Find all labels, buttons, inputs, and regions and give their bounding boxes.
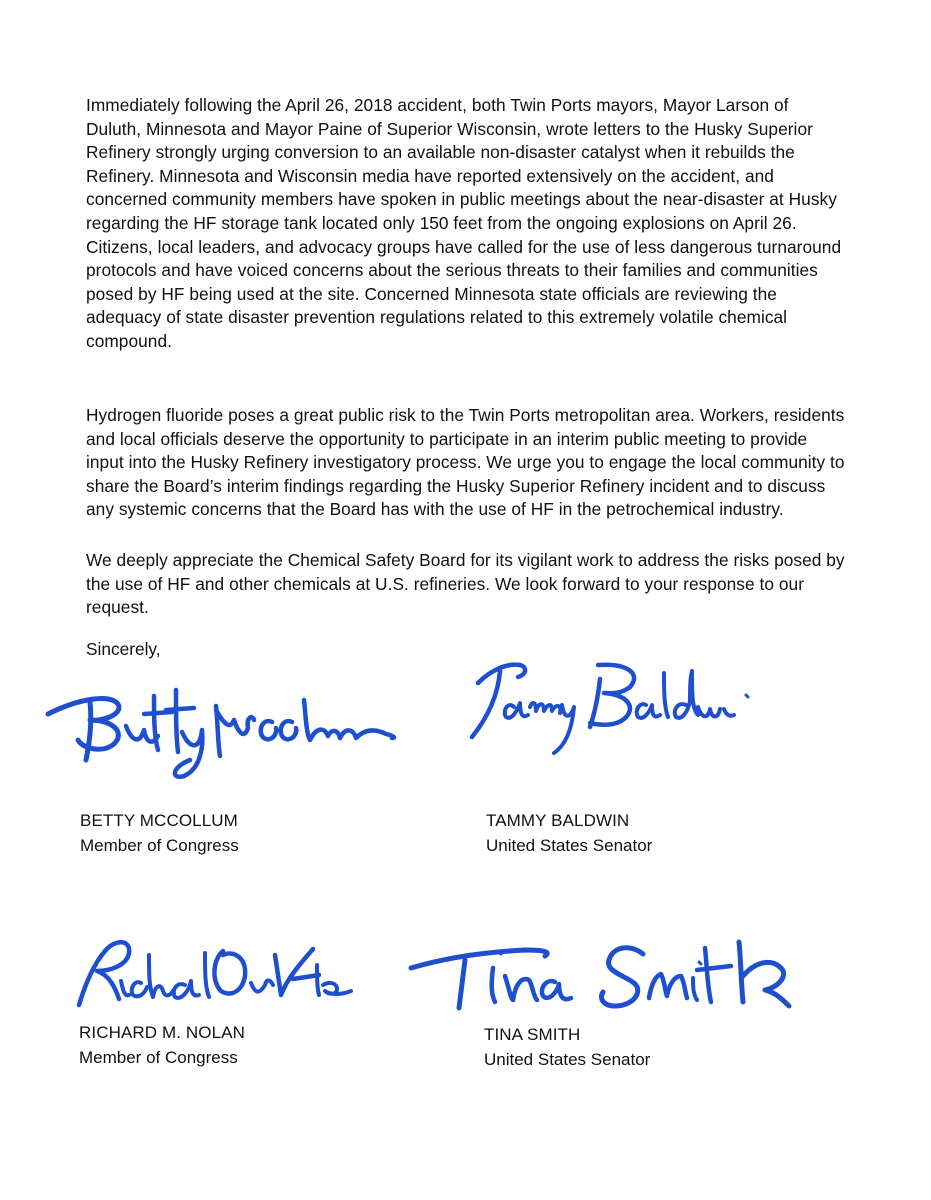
signer-title: Member of Congress <box>80 836 239 855</box>
signer-title: United States Senator <box>486 836 653 855</box>
signer-name: RICHARD M. NOLAN <box>79 1023 245 1042</box>
signature-smith <box>405 928 795 1018</box>
signer-baldwin <box>486 808 652 858</box>
signature-nolan <box>55 925 355 1020</box>
signer-name: BETTY MCCOLLUM <box>80 811 238 830</box>
signer-nolan <box>79 1020 245 1070</box>
signer-title: Member of Congress <box>79 1048 238 1067</box>
signer-title: United States Senator <box>484 1050 651 1069</box>
letter-paragraph-2: Hydrogen fluoride poses a great public risk to the Twin Ports metropolitan area. Workers, residents and local officials deserve the opportunity to participate in an interim public meeting to provide input into the Husky Refinery investigatory process. We urge you to engage the local community to share the Board’s interim findings regarding the Husky Superior Refinery incident and to discuss any systemic concerns that the Board has with the use of HF in the petrochemical industry. <box>86 405 845 520</box>
signer-mccollum <box>80 808 239 858</box>
letter-paragraph-3: We deeply appreciate the Chemical Safety Board for its vigilant work to address the risks posed by the use of HF and other chemicals at U.S. refineries. We look forward to your response to our request. <box>86 550 845 618</box>
signer-name: TINA SMITH <box>484 1025 581 1044</box>
signature-mccollum <box>40 670 400 780</box>
closing-salutation: Sincerely, <box>86 639 161 659</box>
signature-baldwin <box>458 645 758 760</box>
signer-smith <box>484 1022 650 1072</box>
signer-name: TAMMY BALDWIN <box>486 811 630 830</box>
letter-paragraph-1: Immediately following the April 26, 2018 accident, both Twin Ports mayors, Mayor Larson of Duluth, Minnesota and Mayor Paine of Superior Wisconsin, wrote letters to the Husky Superior Refinery strongly urging conversion to an available non-disaster catalyst when it rebuilds the Refinery. Minnesota and Wisconsin media have reported extensively on the accident, and concerned community members have spoken in public meetings about the near-disaster at Husky regarding the HF storage tank located only 150 feet from the ongoing explosions on April 26. Citizens, local leaders, and advocacy groups have called for the use of less dangerous turnaround protocols and have voiced concerns about the serious threats to their families and communities posed by HF being used at the site. Concerned Minnesota state officials are reviewing the adequacy of state disaster prevention regulations related to this extremely volatile chemical compound. <box>86 95 842 351</box>
